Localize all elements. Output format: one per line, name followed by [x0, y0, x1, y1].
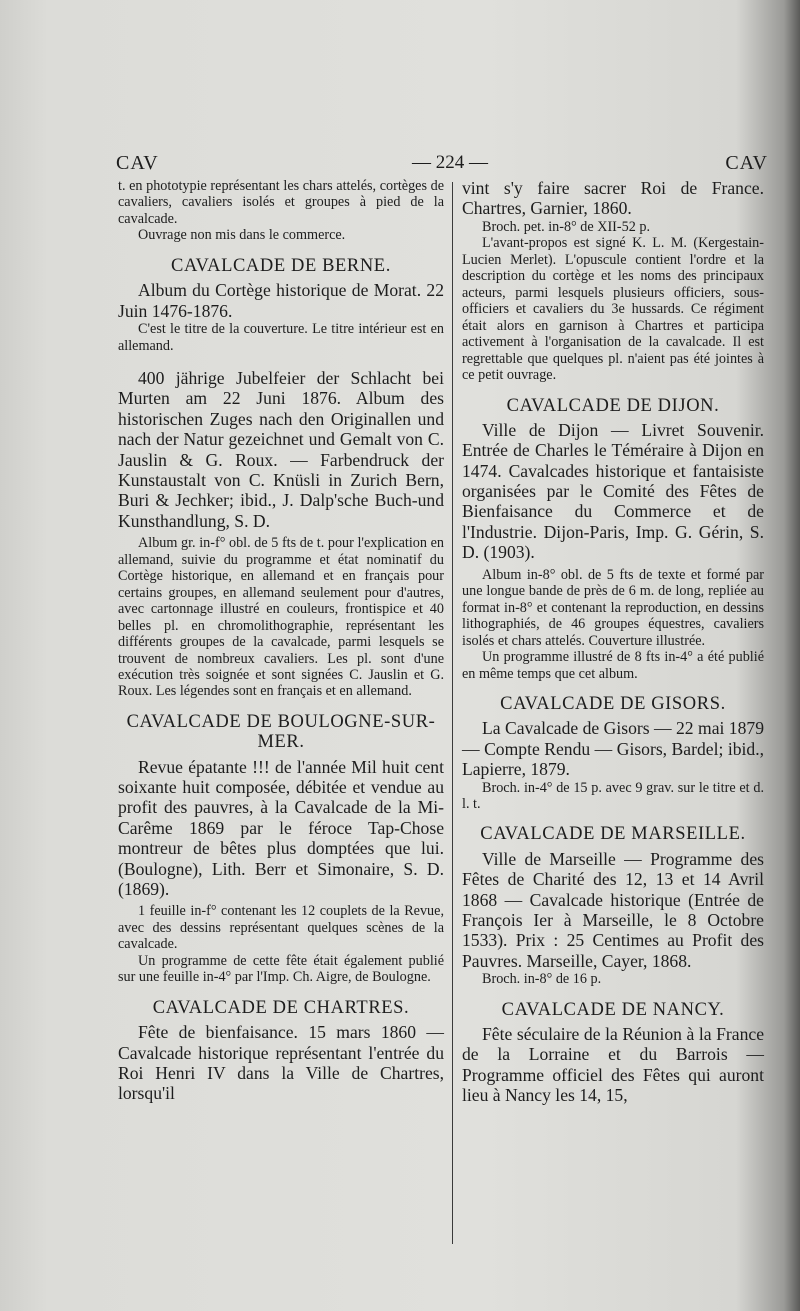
entry-title-berne: Album du Cortège historique de Morat. 22 Juin 1476-1876. — [118, 280, 444, 321]
entry-note-chartres: L'avant-propos est signé K. L. M. (Kergestain-Lucien Merlet). L'opuscule contient l'ordre et la description du cortège et les noms des principaux acteurs, parmi lesquels plusieurs officiers, sous-officiers et cavaliers du 3e hussards. Ce régiment était alors en garnison à Chartres et participa activement à l'organisation de la cavalcade. Il est regrettable que quelques pl. n'aient pas été jointes à ce petit ouvrage. — [462, 235, 764, 384]
entry-title-gisors: La Cavalcade de Gisors — 22 mai 1879 — Compte Rendu — Gisors, Bardel; ibid., Lapierre, 1879. — [462, 718, 764, 780]
entry-title-nancy: Fête séculaire de la Réunion à la France de la Lorraine et du Barrois — Programme officiel des Fêtes qui auront lieu à Nancy les 14, 15, — [462, 1024, 764, 1106]
entry-description-marseille: Broch. in-8° de 16 p. — [482, 971, 602, 988]
section-heading-chartres: CAVALCADE DE CHARTRES. — [152, 997, 410, 1018]
entry-title-boulogne: Revue épatante !!! de l'année Mil huit cent soixante huit composée, débitée et vendue au profit des pauvres, à la Cavalcade de la Mi-Carême 1869 par le féroce Tap-Chose montreur de bêtes plus domptées que lui. (Boulogne), Lith. Berr et Simonaire, S. D. (1869). — [118, 756, 444, 900]
intro-paragraph: t. en phototypie représentant les chars attelés, cortèges de cavaliers, cavaliers isolés et groupes à pied de la cavalcade. — [118, 178, 444, 227]
running-header — [116, 152, 768, 180]
entry-description-gisors: Broch. in-4° de 15 p. avec 9 grav. sur le titre et d. l. t. — [462, 779, 764, 812]
header-left-label: CAV — [116, 152, 159, 174]
entry-note-berne: C'est le titre de la couverture. Le titre intérieur est en allemand. — [118, 321, 444, 354]
section-heading-boulogne: CAVALCADE DE BOULOGNE-SUR-MER. — [126, 711, 436, 753]
intro-note: Ouvrage non mis dans le commerce. — [138, 227, 346, 244]
section-heading-gisors: CAVALCADE DE GISORS. — [500, 693, 726, 714]
header-right-label: CAV — [725, 152, 768, 174]
section-heading-berne: CAVALCADE DE BERNE. — [171, 255, 391, 276]
entry-description-boulogne: 1 feuille in-f° contenant les 12 couplets de la Revue, avec des dessins représentant quelques scènes de la cavalcade. — [118, 903, 444, 953]
entry-note-dijon: Un programme illustré de 8 fts in-4° a été publié en même temps que cet album. — [462, 649, 764, 682]
left-column — [118, 178, 444, 1104]
entry-title-chartres-continued: vint s'y faire sacrer Roi de France. Chartres, Garnier, 1860. — [462, 178, 764, 219]
entry-title-marseille: Ville de Marseille — Programme des Fêtes de Charité des 12, 13 et 14 Avril 1868 — Cavalcade historique (Entrée de François Ier à Marseille, le 8 Octobre 1533). Prix : 25 Centimes au Profit des Pauvres. Marseille, Cayer, 1868. — [462, 848, 764, 971]
entry-description-dijon: Album in-8° obl. de 5 fts de texte et formé par une longue bande de près de 6 m. de long, repliée au format in-8° et contenant la reproduction, en dessins lithographiés, de 46 groupes équestres, cavaliers isolés et chars attelés. Couverture illustrée. — [462, 566, 764, 649]
right-column — [462, 178, 764, 1106]
entry-description-berne: Album gr. in-f° obl. de 5 fts de t. pour l'explication en allemand, suivie du programme et état nominatif du Cortège historique, en allemand et en français pour certains groupes, en allemand seulement pour d'autres, avec cartonnage illustré en couleurs, frontispice et 40 belles pl. en chromolithographie, représentant les différents groupes de la cavalcade, parmi lesquels se trouvent de nombreux cavaliers. Les pl. sont d'une exécution très soignée et sont signées C. Jauslin et G. Roux. Les légendes sont en français et en allemand. — [118, 535, 444, 700]
section-heading-marseille: CAVALCADE DE MARSEILLE. — [480, 824, 746, 845]
column-divider — [452, 182, 453, 1244]
section-heading-nancy: CAVALCADE DE NANCY. — [501, 999, 725, 1020]
entry-title-chartres: Fête de bienfaisance. 15 mars 1860 — Cavalcade historique représentant l'entrée du Roi Henri IV dans la Ville de Chartres, lorsqu'il — [118, 1022, 444, 1104]
entry-title-berne-2: 400 jährige Jubelfeier der Schlacht bei Murten am 22 Juni 1876. Album des historischen Zuges nach den Originallen und nach der Natur gezeichnet und Gemalt von C. Jauslin & G. Roux. — Farbendruck der Kunstaustalt von C. Knüsli in Zurich Bern, Buri & Jechker; ibid., J. Dalp'sche Buch-und Kunsthandlung, S. D. — [118, 367, 444, 531]
section-heading-dijon: CAVALCADE DE DIJON. — [506, 395, 720, 416]
entry-title-dijon: Ville de Dijon — Livret Souvenir. Entrée de Charles le Téméraire à Dijon en 1474. Cavalcades historique et fantaisiste organisées par le Comité des Fêtes de Bienfaisance du Commerce et de l'Industrie. Dijon-Paris, Imp. G. Gérin, S. D. (1903). — [462, 419, 764, 563]
entry-description-chartres: Broch. pet. in-8° de XII-52 p. — [482, 218, 650, 235]
entry-note-boulogne: Un programme de cette fête était également publié sur une feuille in-4° par l'Imp. Ch. Aigre, de Boulogne. — [118, 952, 444, 986]
page-number: — 224 — — [412, 152, 488, 173]
